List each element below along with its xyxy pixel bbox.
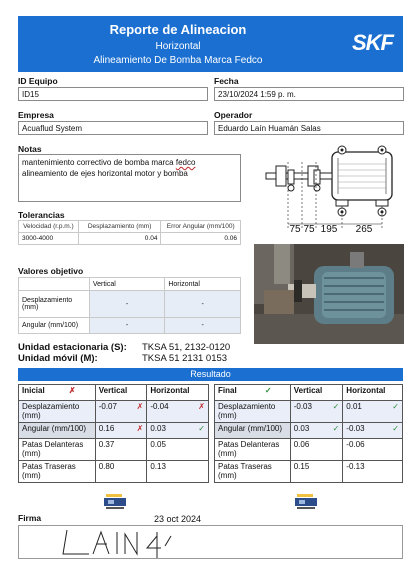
obj-desplazamiento-horizontal: - (165, 291, 241, 318)
objetivo-label: Valores objetivo (18, 266, 84, 276)
alignment-diagram (252, 140, 404, 236)
skf-logo: SKF (352, 30, 393, 55)
inicial-row-desplazamiento: Desplazamiento (mm) (19, 401, 96, 423)
final-angular-h (343, 423, 403, 439)
operador-field: Eduardo Laín Huamán Salas (214, 121, 404, 135)
empresa-field: Acuaflud System (18, 121, 208, 135)
device-icon (104, 494, 126, 515)
final-traseras-h: -0.13 (343, 461, 403, 483)
final-desplazamiento-v (290, 401, 343, 423)
value: -0.03 (346, 424, 365, 433)
stationary-label: Unidad estacionaria (S): (18, 342, 127, 353)
obj-col-horizontal: Horizontal (165, 278, 241, 291)
tol-velocidad: 3000-4000 (19, 233, 79, 245)
check-icon: ✓ (198, 424, 205, 433)
signature-box (18, 525, 403, 559)
final-desplazamiento-h (343, 401, 403, 423)
motor-schematic-icon (252, 140, 404, 236)
value: 0.03 (293, 424, 310, 433)
report-subtitle: Horizontal (155, 41, 201, 52)
inicial-delanteras-h: 0.05 (147, 439, 209, 461)
tol-col-velocidad: Velocidad (r.p.m.) (19, 221, 79, 233)
final-row-traseras: Patas Traseras (mm) (215, 461, 291, 483)
inicial-desplazamiento-h (147, 401, 209, 423)
notas-field (18, 154, 241, 202)
obj-angular-vertical: - (89, 318, 165, 334)
final-delanteras-v: 0.06 (290, 439, 343, 461)
notas-text-2: alineamiento de ejes horizontal motor y bomba (22, 169, 188, 178)
final-label: Final (218, 386, 237, 395)
final-angular-v (290, 423, 343, 439)
id-field: ID15 (18, 87, 208, 101)
report-title: Reporte de Alineacion (109, 22, 247, 37)
firma-date: 23 oct 2024 (154, 514, 202, 524)
inicial-header (19, 385, 96, 401)
final-col-horizontal: Horizontal (343, 385, 403, 401)
final-row-desplazamiento: Desplazamiento (mm) (215, 401, 291, 423)
inicial-table (18, 384, 209, 483)
inicial-angular-v (95, 423, 147, 439)
value: -0.03 (293, 402, 312, 411)
fecha-field: 23/10/2024 1:59 p. m. (214, 87, 404, 101)
final-row-angular: Angular (mm/100) (215, 423, 291, 439)
obj-corner (19, 278, 90, 291)
notas-text-1: mantenimiento correctivo de bomba marca (22, 158, 176, 167)
final-col-vertical: Vertical (290, 385, 343, 401)
inicial-label: Inicial (22, 386, 45, 395)
operador-label: Operador (214, 110, 253, 120)
fecha-label: Fecha (214, 76, 239, 86)
empresa-label: Empresa (18, 110, 54, 120)
inicial-col-horizontal: Horizontal (147, 385, 209, 401)
obj-angular-horizontal: - (165, 318, 241, 334)
dim-3: 195 (320, 224, 338, 235)
final-traseras-v: 0.15 (290, 461, 343, 483)
inicial-traseras-h: 0.13 (147, 461, 209, 483)
stationary-value: TKSA 51, 2132-0120 (142, 342, 231, 353)
dim-4: 265 (355, 224, 373, 235)
tolerancias-table (18, 220, 241, 245)
notas-label: Notas (18, 144, 42, 154)
tol-desplazamiento: 0.04 (78, 233, 161, 245)
inicial-row-traseras: Patas Traseras (mm) (19, 461, 96, 483)
value: -0.04 (150, 402, 169, 411)
objetivo-table (18, 277, 241, 334)
value: 0.01 (346, 402, 362, 411)
final-header (215, 385, 291, 401)
resultado-title: Resultado (18, 368, 403, 381)
inicial-col-vertical: Vertical (95, 385, 147, 401)
equipment-photo (254, 244, 404, 344)
tol-angular: 0.06 (161, 233, 241, 245)
mobile-label: Unidad móvil (M): (18, 353, 98, 364)
final-table (214, 384, 403, 483)
report-subtitle-2: Alineamiento De Bomba Marca Fedco (93, 55, 263, 66)
dim-1: 75 (289, 224, 301, 235)
signature-scribble (19, 526, 404, 560)
inicial-row-delanteras: Patas Delanteras (mm) (19, 439, 96, 461)
final-row-delanteras: Patas Delanteras (mm) (215, 439, 291, 461)
motor-photo-icon (254, 244, 404, 344)
check-icon: ✓ (332, 424, 340, 433)
check-icon: ✓ (392, 402, 399, 411)
obj-row-angular: Angular (mm/100) (19, 318, 90, 334)
value: 0.16 (98, 424, 115, 433)
value: 0.03 (150, 424, 166, 433)
inicial-delanteras-v: 0.37 (95, 439, 147, 461)
final-delanteras-h: -0.06 (343, 439, 403, 461)
tol-col-angular: Error Angular (mm/100) (161, 221, 241, 233)
inicial-desplazamiento-v (95, 401, 147, 423)
obj-col-vertical: Vertical (89, 278, 165, 291)
tol-col-desplazamiento: Desplazamiento (mm) (78, 221, 161, 233)
mobile-value: TKSA 51 2131 0153 (142, 353, 228, 364)
firma-label: Firma (18, 513, 42, 523)
x-icon: ✗ (136, 424, 144, 433)
obj-row-desplazamiento: Desplazamiento (mm) (19, 291, 90, 318)
check-icon: ✓ (392, 424, 399, 433)
check-icon: ✓ (332, 402, 340, 411)
x-icon: ✗ (198, 402, 205, 411)
notas-brand: fedco (175, 158, 196, 167)
x-icon: ✗ (136, 402, 144, 411)
id-label: ID Equipo (18, 76, 58, 86)
device-icon (295, 494, 317, 515)
inicial-row-angular: Angular (mm/100) (19, 423, 96, 439)
report-header (18, 16, 403, 72)
value: -0.07 (98, 402, 117, 411)
inicial-traseras-v: 0.80 (95, 461, 147, 483)
obj-desplazamiento-vertical: - (89, 291, 165, 318)
inicial-angular-h (147, 423, 209, 439)
tolerancias-label: Tolerancias (18, 210, 65, 220)
x-icon: ✗ (68, 386, 76, 395)
dim-2: 75 (303, 224, 315, 235)
check-icon: ✓ (264, 386, 272, 395)
